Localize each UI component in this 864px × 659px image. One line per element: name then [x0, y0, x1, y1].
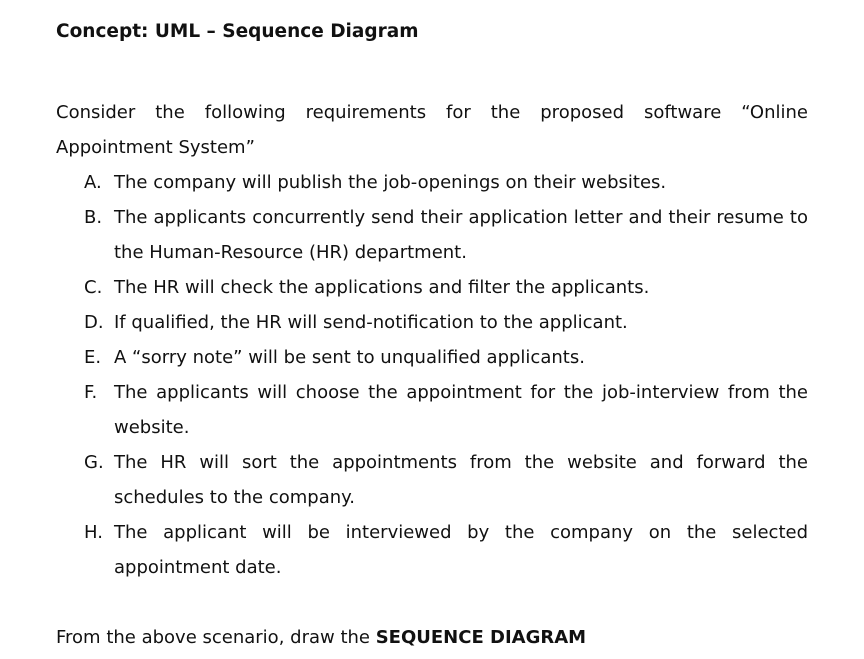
requirement-text: The HR will sort the appointments from the website and forward the schedules to the company.: [114, 452, 808, 508]
closing-instruction: [56, 620, 808, 655]
requirement-item: [56, 200, 808, 270]
requirement-letter: H.: [84, 522, 103, 543]
requirement-letter: G.: [84, 452, 104, 473]
requirement-text: A “sorry note” will be sent to unqualified applicants.: [114, 347, 585, 368]
requirement-letter: B.: [84, 207, 103, 228]
requirement-item: [56, 445, 808, 515]
intro-paragraph: Consider the following requirements for the proposed software “Online Appointment System”: [56, 102, 808, 158]
requirement-item: [56, 305, 808, 340]
requirement-item: [56, 270, 808, 305]
requirement-item: [56, 515, 808, 585]
requirement-text: If qualified, the HR will send-notification to the applicant.: [114, 312, 628, 333]
requirement-letter: E.: [84, 347, 102, 368]
closing-text: From the above scenario, draw the: [56, 627, 376, 648]
requirement-text: The HR will check the applications and filter the applicants.: [114, 277, 650, 298]
requirement-item: [56, 375, 808, 445]
requirement-letter: D.: [84, 312, 104, 333]
requirement-text: The company will publish the job-openings on their websites.: [114, 172, 667, 193]
requirement-letter: F.: [84, 382, 98, 403]
document-title: Concept: UML – Sequence Diagram: [56, 21, 419, 42]
requirement-item: [56, 165, 808, 200]
requirement-text: The applicants concurrently send their application letter and their resume to the Human-Resource (HR) department.: [114, 207, 808, 263]
requirement-letter: A.: [84, 172, 102, 193]
requirement-item: [56, 340, 808, 375]
closing-emphasis: SEQUENCE DIAGRAM: [375, 627, 587, 648]
requirement-text: The applicant will be interviewed by the company on the selected appointment date.: [114, 522, 808, 578]
requirements-list: [56, 165, 808, 585]
requirement-letter: C.: [84, 277, 103, 298]
requirement-text: The applicants will choose the appointment for the job-interview from the website.: [114, 382, 808, 438]
